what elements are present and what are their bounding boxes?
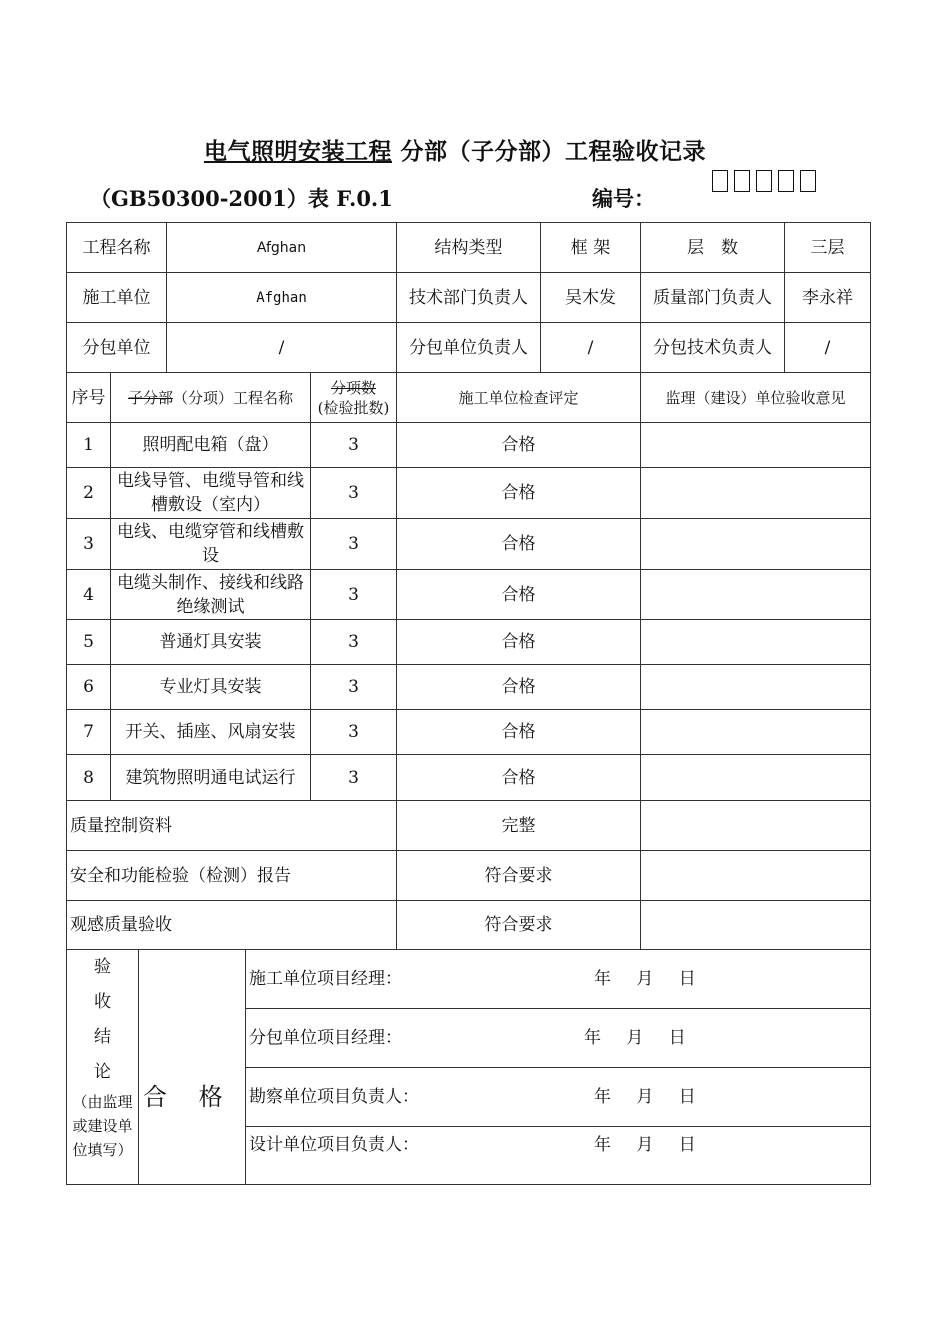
project-name-label: 工程名称 [66,222,167,273]
number-box [756,170,772,192]
item-count: 3 [310,664,397,710]
item-opinion [640,569,871,620]
col-header-count [310,372,397,423]
project-name-value: Afghan [166,222,397,273]
item-no: 2 [66,467,111,519]
item-count: 3 [310,467,397,519]
conclusion-char: 收 [94,992,111,1012]
signature-role: 设计单位项目负责人： [249,1135,419,1155]
item-result: 合格 [396,664,641,710]
number-box [712,170,728,192]
item-no: 7 [66,709,111,755]
conclusion-note: （由监理或建设单位填写） [72,1093,133,1159]
subcontractor-head-value: / [540,322,641,373]
floors-value: 三层 [784,222,871,273]
item-opinion [640,422,871,468]
item-opinion [640,619,871,665]
tech-dept-head-label: 技术部门负责人 [396,272,541,323]
number-box [778,170,794,192]
col-header-name-struck: 子分部 [127,388,173,407]
document-title [0,133,910,166]
item-name: 电线导管、电缆导管和线槽敷设（室内） [110,467,311,519]
subcontractor-tech-head-label: 分包技术负责人 [640,322,785,373]
item-name: 建筑物照明通电试运行 [110,754,311,801]
item-name: 普通灯具安装 [110,619,311,665]
signature-date: 年 月 日 [594,1135,706,1155]
quality-dept-head-label: 质量部门负责人 [640,272,785,323]
item-name: 照明配电箱（盘） [110,422,311,468]
item-opinion [640,709,871,755]
quality-dept-head-value: 李永祥 [784,272,871,323]
item-result: 合格 [396,422,641,468]
number-boxes [712,170,816,192]
number-box [734,170,750,192]
number-box [800,170,816,192]
item-no: 1 [66,422,111,468]
item-name: 电缆头制作、接线和线路绝缘测试 [110,569,311,620]
structure-type-value: 框 架 [540,222,641,273]
item-count: 3 [310,518,397,570]
conclusion-char: 结 [94,1027,111,1047]
col-header-count-rest: (检验批数) [317,398,390,417]
col-header-name-rest: （分项）工程名称 [173,388,294,407]
subcontractor-label: 分包单位 [66,322,167,373]
conclusion-label-cell [66,949,139,1185]
signature-row [245,1126,871,1185]
conclusion-result: 合 格 [143,1083,235,1111]
col-header-check: 施工单位检查评定 [396,372,641,423]
item-result: 合格 [396,518,641,570]
col-header-opinion: 监理（建设）单位验收意见 [640,372,871,423]
item-count: 3 [310,709,397,755]
item-result: 合格 [396,619,641,665]
conclusion-char: 验 [94,957,111,977]
item-no: 6 [66,664,111,710]
summary-label: 质量控制资料 [66,800,397,851]
item-opinion [640,518,871,570]
conclusion-result-cell [138,949,246,1185]
title-underlined: 电气照明安装工程 [203,138,392,165]
signature-role: 施工单位项目经理： [249,969,402,989]
item-count: 3 [310,422,397,468]
item-name: 专业灯具安装 [110,664,311,710]
item-opinion [640,664,871,710]
item-count: 3 [310,754,397,801]
col-header-count-struck: 分项数 [330,378,376,397]
item-opinion [640,754,871,801]
summary-opinion [640,850,871,901]
item-result: 合格 [396,754,641,801]
signature-role: 分包单位项目经理： [249,1028,402,1048]
item-name: 开关、插座、风扇安装 [110,709,311,755]
summary-value: 符合要求 [396,900,641,950]
item-count: 3 [310,569,397,620]
signature-date: 年 月 日 [584,1028,696,1048]
summary-opinion [640,800,871,851]
signature-date: 年 月 日 [594,1087,706,1107]
item-result: 合格 [396,467,641,519]
conclusion-char: 论 [94,1062,111,1082]
standard-subtitle: （GB50300-2001）表 F.0.1 [90,186,393,211]
item-name: 电线、电缆穿管和线槽敷设 [110,518,311,570]
signature-row [245,1008,871,1068]
signature-row [245,1067,871,1127]
construction-unit-value: Afghan [166,272,397,323]
summary-value: 符合要求 [396,850,641,901]
number-label: 编号： [592,186,655,211]
item-no: 4 [66,569,111,620]
col-header-name [110,372,311,423]
construction-unit-label: 施工单位 [66,272,167,323]
subcontractor-tech-head-value: / [784,322,871,373]
item-no: 5 [66,619,111,665]
tech-dept-head-value: 吴木发 [540,272,641,323]
floors-label: 层 数 [640,222,785,273]
summary-value: 完整 [396,800,641,851]
summary-opinion [640,900,871,950]
item-opinion [640,467,871,519]
item-result: 合格 [396,709,641,755]
col-header-no: 序号 [66,372,111,423]
signature-date: 年 月 日 [594,969,706,989]
item-no: 8 [66,754,111,801]
title-rest: 分部（子分部）工程验收记录 [391,138,706,165]
subcontractor-head-label: 分包单位负责人 [396,322,541,373]
summary-label: 观感质量验收 [66,900,397,950]
item-count: 3 [310,619,397,665]
acceptance-table [66,222,871,1185]
item-result: 合格 [396,569,641,620]
structure-type-label: 结构类型 [396,222,541,273]
item-no: 3 [66,518,111,570]
subcontractor-value: / [166,322,397,373]
summary-label: 安全和功能检验（检测）报告 [66,850,397,901]
signature-row [245,949,871,1009]
signature-role: 勘察单位项目负责人： [249,1087,419,1107]
